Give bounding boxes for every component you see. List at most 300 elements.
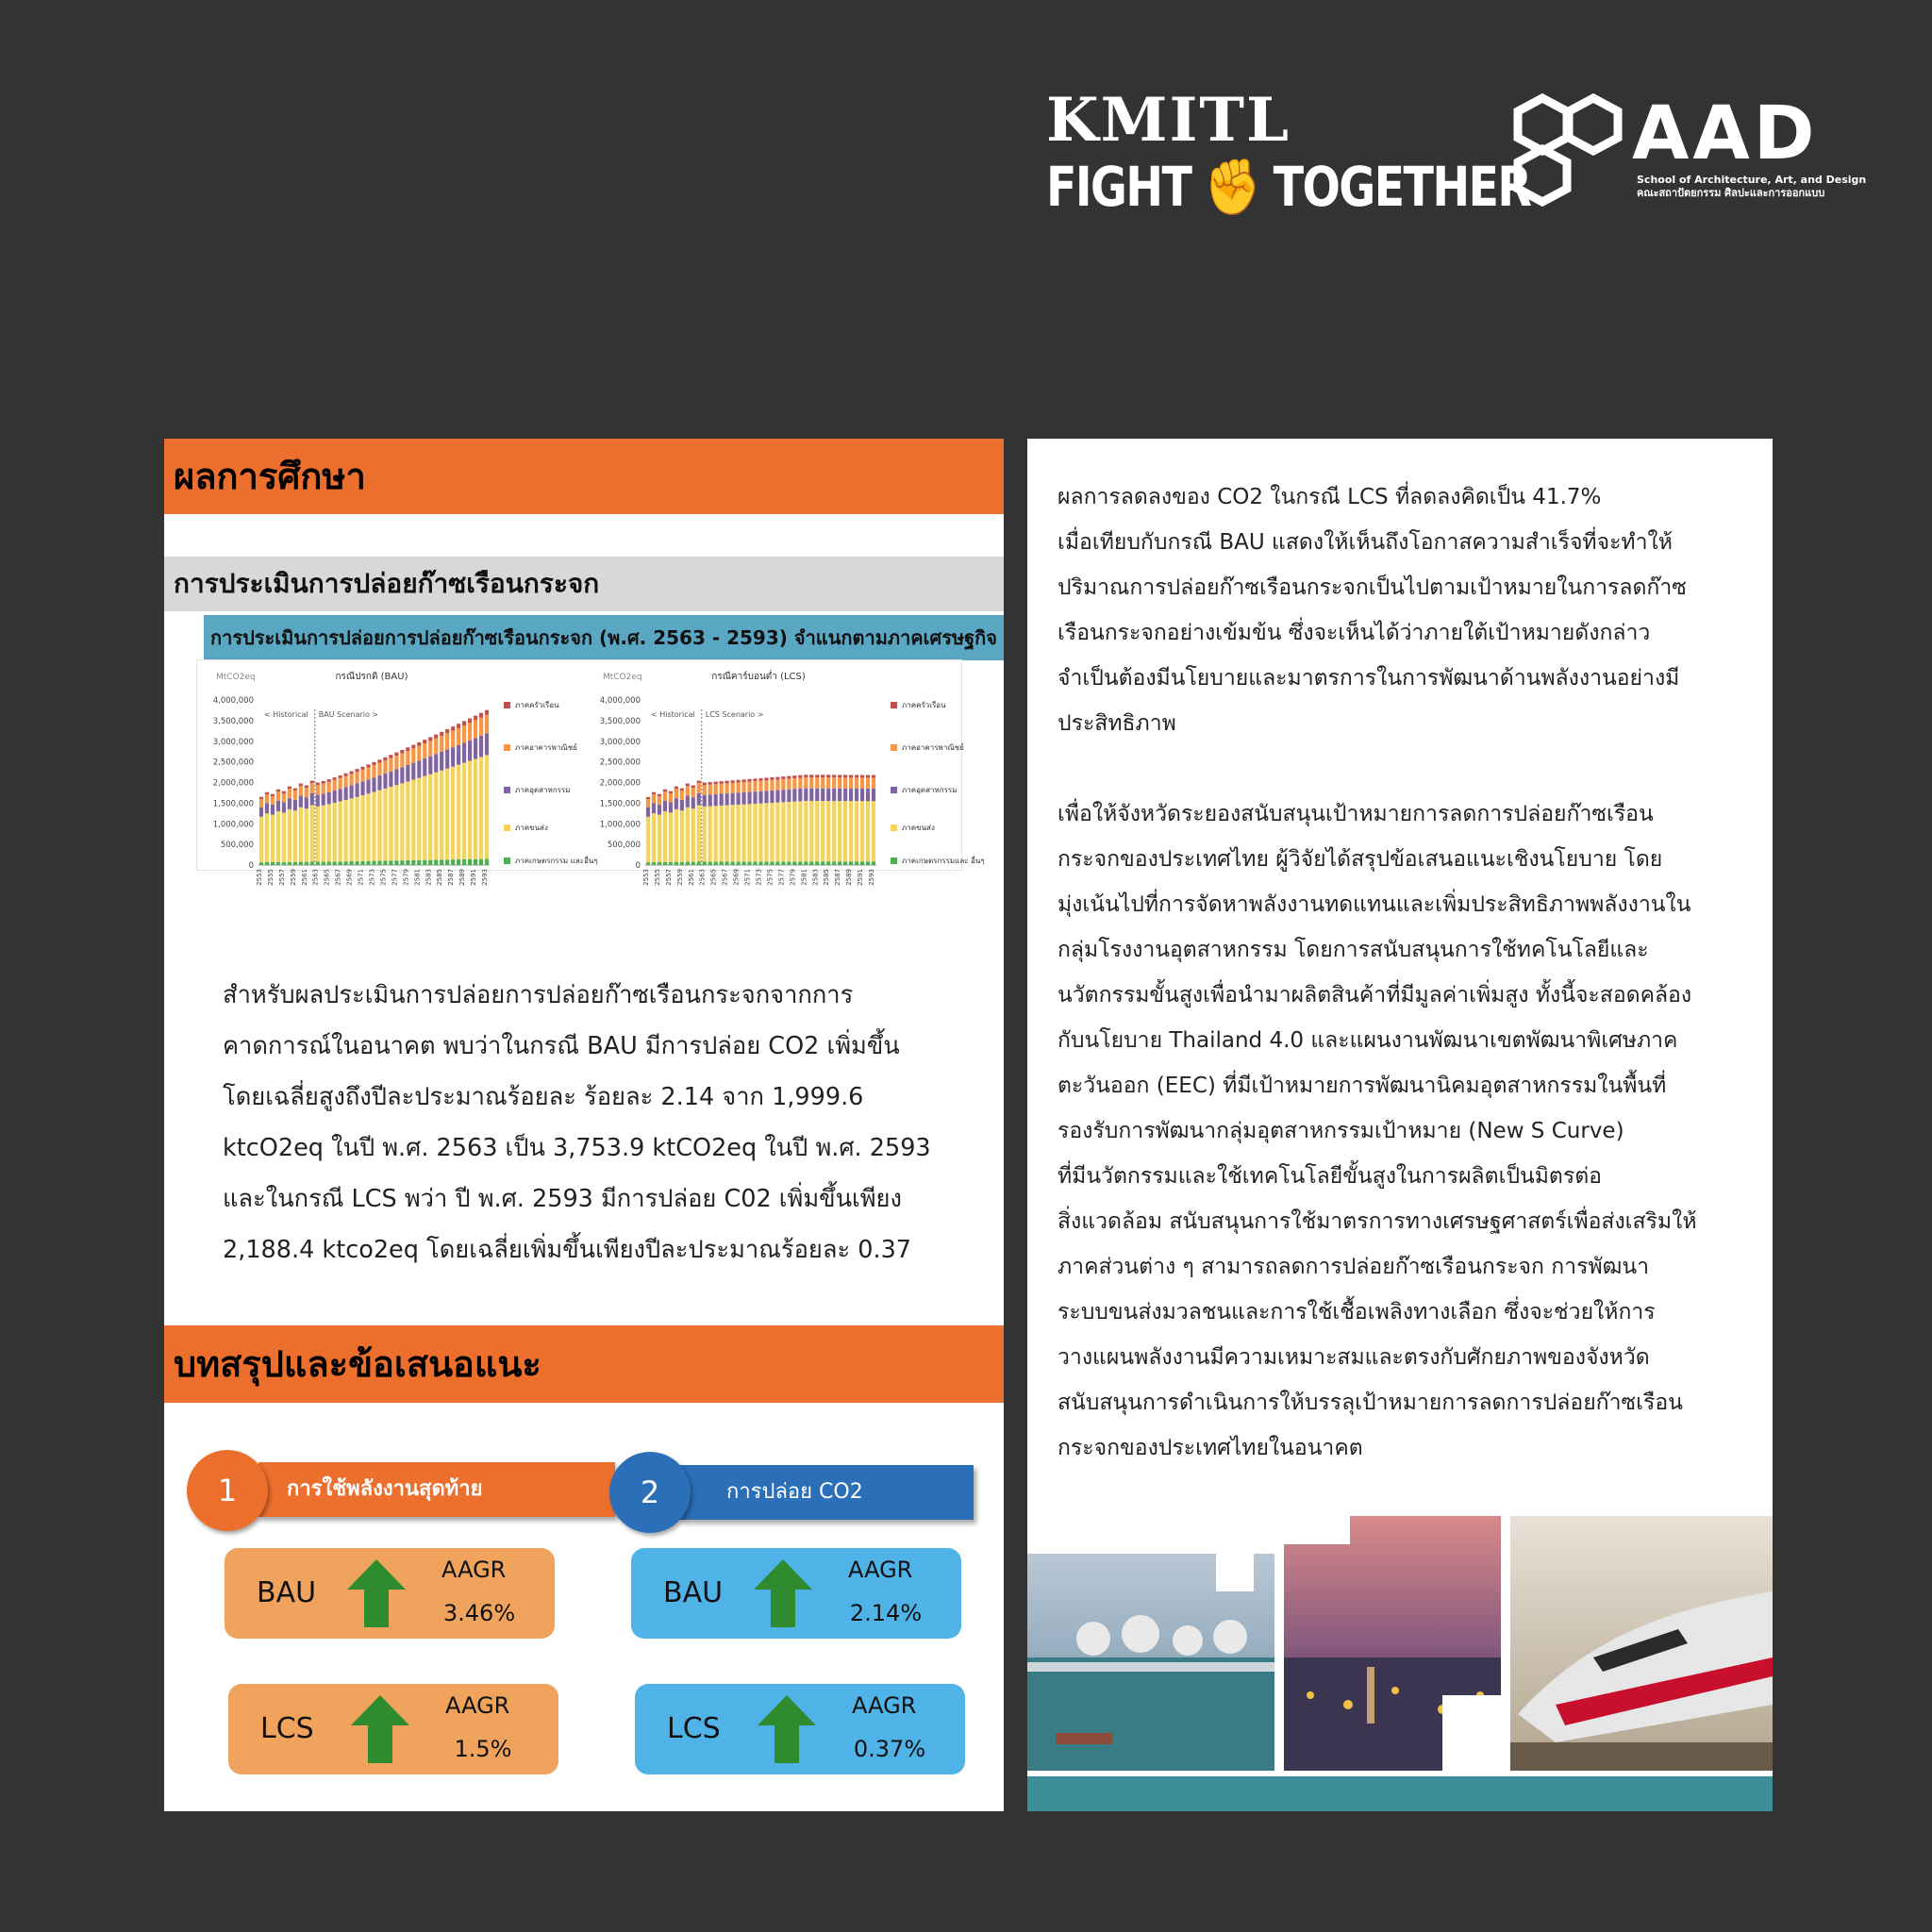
bar-segment — [394, 860, 398, 865]
bar-segment — [832, 861, 836, 865]
bar-segment — [843, 774, 847, 777]
bar-segment — [468, 741, 472, 761]
bar-segment — [860, 777, 864, 788]
bar-segment — [708, 782, 712, 785]
bar-segment — [434, 859, 438, 865]
bar-segment — [265, 813, 269, 862]
paragraph-line: ปริมาณการปล่อยก๊าซเรือนกระจกเป็นไปตามเป้าหมายในการลดก๊าซ — [1058, 575, 1687, 600]
bar-segment — [411, 860, 415, 865]
bar-segment — [809, 801, 813, 861]
legend-label: ภาคเกษตรกรรมและ อื่นๆ — [902, 857, 985, 865]
bar-segment — [855, 789, 858, 801]
bar-segment — [652, 803, 656, 813]
bau-energy-card — [225, 1548, 555, 1639]
lcs-co2-card — [635, 1684, 965, 1774]
bar-segment — [383, 760, 387, 774]
bar-segment — [866, 801, 870, 861]
bar-segment — [316, 795, 320, 807]
x-tick-label: 2571 — [357, 869, 365, 886]
bar-segment — [798, 778, 802, 789]
y-tick-label: 1,000,000 — [599, 820, 641, 830]
bar-segment — [310, 783, 314, 793]
results-panel — [164, 439, 1004, 1811]
results-heading: ผลการศึกษา — [164, 439, 1004, 514]
bar-segment — [344, 861, 348, 865]
bar-segment — [747, 779, 751, 782]
y-tick-label: 3,500,000 — [599, 716, 641, 726]
aagr-value: 1.5% — [454, 1736, 512, 1762]
bar-segment — [686, 784, 690, 787]
scenario-label: LCS — [667, 1712, 721, 1745]
bar-segment — [775, 861, 779, 865]
bar-segment — [838, 789, 841, 801]
bar-segment — [669, 791, 673, 793]
bar-segment — [417, 860, 421, 865]
chart-title: กรณีปรกติ (BAU) — [335, 672, 408, 682]
bar-segment — [815, 774, 819, 777]
bar-segment — [457, 745, 460, 765]
bar-segment — [350, 774, 354, 785]
bar-segment — [468, 761, 472, 859]
bar-segment — [288, 789, 291, 798]
bar-segment — [479, 713, 483, 718]
bar-segment — [299, 784, 303, 787]
bar-segment — [355, 772, 358, 783]
bar-segment — [394, 769, 398, 785]
bar-segment — [479, 757, 483, 858]
y-tick-label: 3,500,000 — [212, 716, 254, 726]
legend-swatch — [504, 744, 510, 751]
x-tick-label: 2563 — [311, 869, 320, 886]
scenario-label: LCS — [260, 1712, 314, 1745]
bar-segment — [843, 789, 847, 801]
x-tick-label: 2591 — [857, 869, 865, 886]
legend-swatch — [891, 702, 897, 708]
bar-segment — [271, 815, 275, 862]
paragraph-line: รองรับการพัฒนากลุ่มอุตสาหกรรมเป้าหมาย (New S Curve) — [1058, 1119, 1624, 1143]
bar-segment — [259, 862, 263, 865]
bar-segment — [344, 776, 348, 788]
bar-segment — [747, 804, 751, 861]
bar-segment — [669, 862, 673, 865]
bar-segment — [686, 808, 690, 862]
bar-segment — [423, 740, 426, 743]
bar-segment — [775, 779, 779, 790]
bar-segment — [675, 798, 678, 809]
paragraph-line: ภาคส่วนต่าง ๆ สามารถลดการปล่อยก๊าซเรือนกระจก การพัฒนา — [1058, 1255, 1650, 1279]
bar-segment — [764, 791, 768, 803]
bar-segment — [832, 789, 836, 801]
bar-segment — [758, 804, 762, 862]
bar-segment — [741, 792, 745, 805]
bar-segment — [462, 859, 466, 865]
bar-segment — [838, 777, 841, 788]
bar-segment — [389, 860, 392, 865]
scenario-annotation: LCS Scenario > — [705, 710, 764, 719]
bar-segment — [389, 758, 392, 772]
bar-segment — [344, 774, 348, 776]
x-tick-label: 2573 — [755, 869, 763, 886]
bar-segment — [804, 861, 808, 865]
bar-segment — [658, 794, 661, 796]
bar-segment — [350, 771, 354, 774]
y-tick-label: 1,000,000 — [212, 820, 254, 830]
bar-segment — [860, 801, 864, 861]
bar-segment — [451, 859, 455, 865]
bar-segment — [815, 801, 819, 861]
bar-segment — [316, 785, 320, 794]
aagr-label: AAGR — [848, 1557, 913, 1583]
bar-segment — [764, 780, 768, 791]
x-tick-label: 2567 — [721, 869, 729, 886]
bar-segment — [276, 790, 280, 791]
bar-segment — [775, 777, 779, 780]
bar-segment — [714, 784, 718, 794]
bar-segment — [792, 775, 796, 778]
results-paragraph — [223, 970, 977, 1275]
bar-segment — [826, 861, 830, 865]
bar-segment — [299, 796, 303, 808]
bar-segment — [259, 797, 263, 799]
bar-segment — [350, 798, 354, 861]
bar-segment — [658, 805, 661, 815]
bar-segment — [741, 861, 745, 865]
indicator-title: การปล่อย CO2 — [679, 1465, 974, 1520]
bar-segment — [781, 790, 785, 802]
bar-segment — [366, 764, 370, 767]
x-tick-label: 2553 — [641, 869, 650, 886]
x-tick-label: 2583 — [811, 869, 820, 886]
bar-segment — [838, 774, 841, 777]
bar-segment — [440, 736, 443, 752]
bar-segment — [646, 862, 650, 865]
bar-segment — [468, 859, 472, 865]
hexagon-logo-icon — [1514, 94, 1627, 203]
bar-segment — [691, 786, 695, 789]
x-tick-label: 2577 — [777, 869, 786, 886]
y-tick-label: 4,000,000 — [599, 696, 641, 706]
conclusion-heading: บทสรุปและข้อเสนอแนะ — [164, 1325, 1004, 1403]
bar-segment — [406, 751, 409, 765]
bar-segment — [339, 802, 342, 862]
bar-segment — [485, 755, 489, 858]
bar-segment — [434, 735, 438, 739]
bar-segment — [753, 791, 757, 804]
bar-segment — [479, 718, 483, 736]
bar-segment — [787, 776, 791, 779]
footer-bar — [1027, 1776, 1773, 1811]
x-tick-label: 2557 — [277, 869, 286, 886]
bar-segment — [366, 767, 370, 779]
bar-segment — [652, 862, 656, 865]
bar-segment — [849, 861, 853, 865]
bar-segment — [428, 860, 432, 865]
kmitl-logo — [1042, 85, 1531, 223]
bar-segment — [305, 862, 308, 865]
bar-segment — [764, 861, 768, 865]
bar-segment — [428, 741, 432, 756]
bar-segment — [872, 801, 875, 861]
bar-segment — [720, 793, 724, 805]
emissions-charts — [196, 659, 985, 886]
paragraph-line: คาดการณ์ในอนาคต พบว่าในกรณี BAU มีการปล่อย CO2 เพิ่มขึ้น — [223, 1032, 900, 1060]
x-tick-label: 2579 — [402, 869, 410, 886]
x-tick-label: 2589 — [458, 869, 467, 886]
bar-segment — [265, 862, 269, 865]
bar-segment — [720, 784, 724, 794]
bar-segment — [731, 793, 735, 806]
aad-subtitle-th: คณะสถาปัตยกรรม ศิลปะและการออกแบบ — [1637, 187, 1825, 199]
bar-segment — [372, 791, 375, 860]
bar-segment — [440, 732, 443, 736]
bar-segment — [770, 861, 774, 865]
bar-segment — [333, 791, 337, 803]
bar-segment — [360, 795, 364, 861]
aagr-label: AAGR — [445, 1692, 510, 1719]
bar-segment — [316, 807, 320, 862]
bar-segment — [669, 793, 673, 802]
bar-segment — [282, 791, 286, 793]
bar-segment — [377, 861, 381, 865]
bar-segment — [462, 742, 466, 762]
x-tick-label: 2583 — [425, 869, 433, 886]
bar-segment — [832, 801, 836, 861]
bar-segment — [417, 760, 421, 777]
bar-segment — [872, 777, 875, 788]
bar-segment — [366, 793, 370, 860]
bar-segment — [316, 783, 320, 786]
y-tick-label: 4,000,000 — [212, 696, 254, 706]
arrow-up-icon — [351, 1695, 409, 1763]
bar-segment — [394, 785, 398, 860]
paragraph-line: ที่มีนวัตกรรมและใช้เทคโนโลยีขั้นสูงในการผลิตเป็นมิตรต่อ — [1058, 1164, 1602, 1189]
bar-segment — [843, 861, 847, 865]
bar-segment — [474, 716, 477, 721]
bar-segment — [327, 782, 331, 792]
bar-segment — [703, 795, 707, 807]
bar-segment — [445, 733, 449, 749]
bar-segment — [737, 792, 741, 805]
bar-segment — [725, 861, 729, 865]
bar-segment — [815, 777, 819, 788]
bar-segment — [697, 781, 701, 784]
bar-segment — [394, 753, 398, 757]
bar-segment — [372, 777, 375, 791]
bar-segment — [293, 800, 297, 810]
bar-segment — [327, 792, 331, 805]
bar-segment — [372, 762, 375, 765]
bar-segment — [741, 779, 745, 782]
paragraph-line: ktcO2eq ในปี พ.ศ. 2563 เป็น 3,753.9 ktCO2eq ในปี พ.ศ. 2593 — [223, 1134, 931, 1162]
bar-segment — [411, 763, 415, 780]
bar-segment — [372, 861, 375, 865]
bar-segment — [815, 861, 819, 865]
bar-segment — [747, 861, 751, 865]
bar-segment — [377, 775, 381, 791]
aad-logo — [1514, 92, 1867, 208]
x-tick-label: 2571 — [743, 869, 752, 886]
bar-segment — [792, 861, 796, 865]
bar-segment — [457, 724, 460, 727]
bar-segment — [377, 791, 381, 861]
bar-segment — [485, 710, 489, 715]
bar-segment — [355, 861, 358, 865]
bar-segment — [714, 782, 718, 785]
x-tick-label: 2567 — [334, 869, 342, 886]
bar-segment — [271, 796, 275, 805]
bar-segment — [305, 808, 308, 862]
y-tick-label: 3,000,000 — [212, 737, 254, 747]
bar-segment — [747, 792, 751, 805]
legend-swatch — [504, 702, 510, 708]
x-tick-label: 2565 — [323, 869, 331, 886]
bar-segment — [440, 771, 443, 860]
bar-segment — [872, 775, 875, 778]
bar-segment — [855, 777, 858, 788]
bar-segment — [293, 862, 297, 865]
bar-segment — [758, 778, 762, 781]
bar-segment — [355, 769, 358, 772]
x-tick-label: 2587 — [834, 869, 842, 886]
bar-segment — [708, 785, 712, 795]
bar-segment — [770, 803, 774, 861]
bar-segment — [663, 811, 667, 862]
x-tick-label: 2591 — [470, 869, 478, 886]
x-tick-label: 2555 — [653, 869, 661, 886]
bar-segment — [445, 750, 449, 769]
bar-segment — [675, 862, 678, 865]
bar-segment — [451, 731, 455, 748]
bar-segment — [849, 774, 853, 777]
bar-segment — [282, 862, 286, 865]
bar-segment — [445, 859, 449, 865]
bar-segment — [764, 803, 768, 861]
bar-segment — [339, 861, 342, 865]
bar-segment — [737, 780, 741, 783]
bar-segment — [731, 783, 735, 793]
bar-segment — [355, 783, 358, 796]
bar-segment — [339, 775, 342, 778]
bar-segment — [686, 862, 690, 865]
bar-segment — [417, 746, 421, 761]
legend-label: ภาคเกษตรกรรม และอื่นๆ — [515, 857, 598, 865]
bar-segment — [434, 773, 438, 860]
bar-segment — [860, 789, 864, 801]
bar-segment — [322, 793, 325, 805]
bar-segment — [669, 802, 673, 812]
lcs-energy-card — [228, 1684, 558, 1774]
bar-segment — [468, 719, 472, 724]
bar-segment — [646, 808, 650, 817]
bar-segment — [753, 861, 757, 865]
bar-segment — [669, 812, 673, 861]
y-tick-label: 0 — [248, 861, 254, 871]
bar-segment — [714, 794, 718, 806]
bar-segment — [855, 861, 858, 865]
bar-segment — [406, 765, 409, 781]
bar-segment — [758, 861, 762, 865]
bar-segment — [691, 808, 695, 862]
scenario-label: BAU — [257, 1576, 317, 1609]
bar-segment — [770, 791, 774, 803]
arrow-up-icon — [754, 1559, 812, 1627]
bar-segment — [344, 787, 348, 800]
bar-segment — [322, 806, 325, 862]
bar-segment — [265, 792, 269, 794]
bar-segment — [697, 805, 701, 861]
bar-segment — [389, 787, 392, 860]
x-tick-label: 2561 — [300, 869, 308, 886]
x-tick-label: 2575 — [766, 869, 774, 886]
x-tick-label: 2569 — [345, 869, 354, 886]
bar-segment — [725, 783, 729, 793]
bar-segment — [798, 789, 802, 801]
bar-segment — [485, 858, 489, 865]
bar-segment — [663, 791, 667, 801]
bar-segment — [322, 784, 325, 794]
bar-segment — [697, 783, 701, 793]
bar-segment — [838, 801, 841, 861]
bar-segment — [866, 861, 870, 865]
bar-segment — [282, 793, 286, 802]
bar-segment — [809, 774, 813, 777]
bar-segment — [377, 759, 381, 762]
x-tick-label: 2593 — [481, 869, 490, 886]
arrow-up-icon — [758, 1695, 816, 1763]
chart-banner: การประเมินการปล่อยการปล่อยก๊าซเรือนกระจก (พ.ศ. 2563 - 2593) จำแนกตามภาคเศรษฐกิจ — [204, 615, 1004, 660]
paragraph-line: ระบบขนส่งมวลชนและการใช้เชื้อเพลิงทางเลือก ซึ่งจะช่วยให้การ — [1058, 1300, 1656, 1324]
bar-segment — [322, 781, 325, 784]
bar-segment — [299, 862, 303, 865]
paragraph-line: กลุ่มโรงงานอุตสาหกรรม โดยการสนับสนุนการใช้ทคโนโลยีและ — [1058, 938, 1649, 962]
bau-co2-card — [631, 1548, 961, 1639]
bar-segment — [731, 861, 735, 865]
bar-segment — [406, 747, 409, 751]
bar-segment — [276, 862, 280, 865]
bar-segment — [691, 862, 695, 865]
legend-swatch — [504, 858, 510, 864]
bar-segment — [849, 801, 853, 861]
bar-segment — [826, 801, 830, 861]
bar-segment — [299, 786, 303, 795]
bar-segment — [479, 859, 483, 865]
scenario-label: BAU — [663, 1576, 724, 1609]
bar-segment — [652, 813, 656, 862]
emissions-charts-svg — [197, 660, 985, 886]
bar-segment — [708, 807, 712, 862]
bar-segment — [663, 790, 667, 791]
bar-segment — [423, 860, 426, 865]
bar-segment — [360, 781, 364, 795]
x-tick-label: 2555 — [266, 869, 275, 886]
bar-segment — [333, 803, 337, 861]
bar-segment — [652, 792, 656, 794]
recommendations-paragraph — [1058, 475, 1756, 1471]
bar-segment — [333, 861, 337, 865]
bar-segment — [781, 779, 785, 790]
bar-segment — [327, 804, 331, 861]
legend-swatch — [891, 824, 897, 831]
bar-segment — [417, 742, 421, 746]
bar-segment — [680, 862, 684, 865]
bar-segment — [680, 800, 684, 810]
bar-segment — [282, 802, 286, 812]
paragraph-line: สนับสนุนการดำเนินการให้บรรลุเป้าหมายการลดการปล่อยก๊าซเรือน — [1058, 1391, 1683, 1415]
bar-segment — [259, 808, 263, 817]
bar-segment — [400, 767, 404, 783]
bar-segment — [310, 805, 314, 861]
x-tick-label: 2585 — [436, 869, 444, 886]
